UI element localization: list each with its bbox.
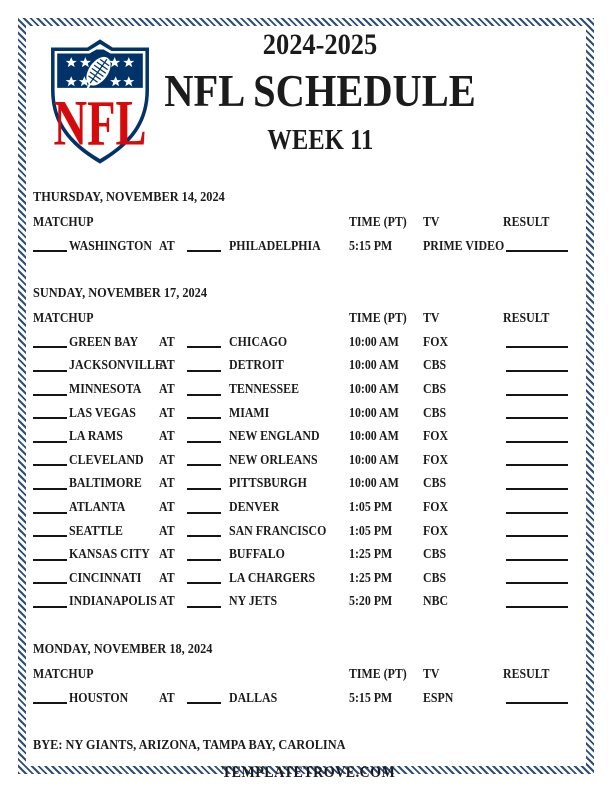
away-score-blank [33, 512, 67, 514]
section-date-text: SUNDAY, NOVEMBER 17, 2024 [33, 286, 207, 302]
section-date-text: THURSDAY, NOVEMBER 14, 2024 [33, 190, 225, 205]
result-blank [506, 512, 568, 514]
game-row: CLEVELAND AT NEW ORLEANS 10:00 AM FOX [33, 448, 584, 472]
away-score-blank [33, 582, 67, 584]
away-score-blank [33, 441, 67, 443]
column-header-row: MATCHUP TIME (PT) TV RESULT [33, 214, 550, 229]
column-header-row: MATCHUP TIME (PT) TV RESULT [33, 665, 550, 681]
away-score-blank [33, 394, 67, 396]
game-row: LA RAMS AT NEW ENGLAND 10:00 AM FOX [33, 424, 584, 448]
site-credit-text: TEMPLATETROVE.COM [221, 764, 396, 782]
week-title [56, 127, 584, 155]
bye-teams-line [33, 734, 584, 758]
game-row: SEATTLE AT SAN FRANCISCO 1:05 PM FOX [33, 519, 584, 543]
away-score-blank [33, 606, 67, 608]
site-credit [33, 764, 584, 782]
page-title-text: NFL SCHEDULE [164, 65, 476, 116]
away-score-blank [33, 488, 67, 490]
section-date-heading [33, 638, 584, 662]
section-date-text: MONDAY, NOVEMBER 18, 2024 [33, 641, 213, 657]
game-row: KANSAS CITY AT BUFFALO 1:25 PM CBS [33, 542, 584, 566]
result-blank [506, 441, 568, 443]
away-score-blank [33, 250, 67, 252]
result-blank [506, 606, 568, 608]
game-row: INDIANAPOLIS AT NY JETS 5:20 PM NBC [33, 589, 584, 613]
home-score-blank [187, 464, 221, 466]
game-row: WASHINGTON AT PHILADELPHIA 5:15 PM PRIME VIDEO [33, 234, 584, 258]
home-score-blank [187, 346, 221, 348]
home-score-blank [187, 512, 221, 514]
bye-teams-text: BYE: NY GIANTS, ARIZONA, TAMPA BAY, CAROLINA [33, 738, 346, 754]
home-score-blank [187, 441, 221, 443]
column-header-row: MATCHUP TIME (PT) TV RESULT [33, 310, 550, 326]
game-row: LAS VEGAS AT MIAMI 10:00 AM CBS [33, 401, 584, 425]
result-blank [506, 370, 568, 372]
game-row: HOUSTON AT DALLAS 5:15 PM ESPN [33, 686, 584, 710]
result-blank [506, 559, 568, 561]
game-row: ATLANTA AT DENVER 1:05 PM FOX [33, 495, 584, 519]
away-score-blank [33, 464, 67, 466]
day-section-monday [33, 638, 584, 709]
result-blank [506, 582, 568, 584]
away-score-blank [33, 370, 67, 372]
result-blank [506, 464, 568, 466]
season-title [56, 30, 584, 60]
page-title [56, 65, 584, 116]
result-blank [506, 394, 568, 396]
week-title-text: WEEK 11 [266, 125, 374, 156]
logo-nfl-text: NFL [53, 88, 147, 160]
away-score-blank [33, 417, 67, 419]
season-title-text: 2024-2025 [262, 28, 378, 61]
result-blank [506, 488, 568, 490]
home-score-blank [187, 582, 221, 584]
home-score-blank [187, 702, 221, 704]
section-date-heading [33, 282, 584, 306]
home-score-blank [187, 559, 221, 561]
away-score-blank [33, 559, 67, 561]
result-blank [506, 417, 568, 419]
home-score-blank [187, 606, 221, 608]
game-row: MINNESOTA AT TENNESSEE 10:00 AM CBS [33, 377, 584, 401]
away-score-blank [33, 702, 67, 704]
games-list [33, 686, 584, 710]
home-score-blank [187, 250, 221, 252]
day-section-thursday [33, 186, 584, 257]
result-blank [506, 535, 568, 537]
home-score-blank [187, 417, 221, 419]
home-score-blank [187, 535, 221, 537]
away-score-blank [33, 346, 67, 348]
day-section-sunday [33, 282, 584, 613]
result-blank [506, 250, 568, 252]
result-blank [506, 702, 568, 704]
games-list [33, 330, 584, 613]
result-blank [506, 346, 568, 348]
games-list [33, 234, 584, 258]
game-row: GREEN BAY AT CHICAGO 10:00 AM FOX [33, 330, 584, 354]
away-score-blank [33, 535, 67, 537]
home-score-blank [187, 488, 221, 490]
game-row: BALTIMORE AT PITTSBURGH 10:00 AM CBS [33, 471, 584, 495]
game-row: CINCINNATI AT LA CHARGERS 1:25 PM CBS [33, 566, 584, 590]
section-date-heading [33, 186, 584, 210]
home-score-blank [187, 394, 221, 396]
header-titles [56, 30, 584, 155]
home-score-blank [187, 370, 221, 372]
schedule-body [33, 186, 584, 782]
game-row: JACKSONVILLE AT DETROIT 10:00 AM CBS [33, 353, 584, 377]
